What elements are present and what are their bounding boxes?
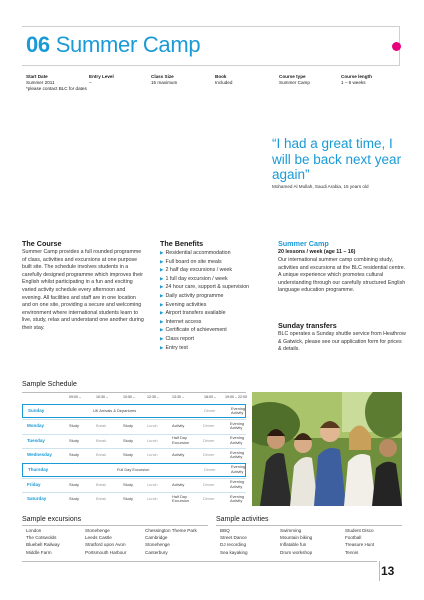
- page-title: [26, 32, 200, 58]
- activity-item: BBQ: [220, 528, 230, 533]
- activities-rule: [216, 525, 402, 526]
- schedule-cell: Evening Activity: [230, 449, 245, 460]
- time-header: 12:30 –: [147, 395, 159, 399]
- activities-title: Sample activities: [216, 516, 269, 523]
- activity-item: Student Disco: [345, 528, 374, 533]
- arrow-icon: ▶: [160, 267, 164, 273]
- arrow-icon: ▶: [160, 344, 164, 350]
- excursion-item: Stonehenge: [145, 542, 170, 548]
- schedule-row-friday: [22, 478, 246, 492]
- course-text: Summer Camp provides a full rounded programme of class, activities and excursions at one purpose built site. The schedule involves students in a carefully designed programme which improves their English whilst participating in a fun and exciting varied activity schedule every afternoon and evening. All facilities and staff are in one location and on one site, providing a secure and welcoming environment where international students learn to live, study, relax and understand one another during their stay.: [22, 249, 144, 331]
- time-header: 10:30 –: [96, 395, 108, 399]
- excursion-item: Bluebell Railway: [26, 542, 60, 548]
- schedule-cell: Lunch: [147, 481, 158, 487]
- schedule-cell: Study: [123, 437, 133, 443]
- benefit-item: ▶ Residential accommodation: [160, 250, 231, 256]
- excursions-column: [145, 527, 197, 556]
- info-label: Start Date: [26, 74, 48, 79]
- footer-tick: [379, 561, 380, 581]
- benefit-item: ▶ Daily activity programme: [160, 292, 224, 299]
- transfers-text: BLC operates a Sunday shuttle service from Heathrow & Gatwick, please see our application form for prices & details.: [278, 331, 406, 353]
- day-label: Wednesday: [27, 452, 52, 457]
- students-photo: [252, 392, 402, 506]
- testimonial-quote: “I had a great time, I will be back next year again”: [272, 136, 402, 182]
- schedule-cell: Evening Activity: [231, 464, 246, 474]
- info-value: Summer 2011: [26, 80, 55, 85]
- arrow-icon: ▶: [160, 335, 164, 341]
- excursions-column: [26, 527, 60, 556]
- info-value: –: [89, 80, 92, 85]
- schedule-cell: UK Arrivals & Departures: [93, 408, 137, 413]
- activity-item: Street Dance: [220, 535, 247, 541]
- pink-dot-icon: [392, 42, 401, 51]
- excursion-item: Portsmouth Harbour: [85, 549, 127, 555]
- day-label: Monday: [27, 423, 45, 428]
- schedule-cell: Dinner: [203, 496, 215, 501]
- schedule-cell: Activity: [172, 481, 185, 487]
- excursions-column: [85, 527, 126, 556]
- info-label: Book: [215, 74, 227, 79]
- schedule-cell: Half Day Excursion: [172, 435, 190, 445]
- schedule-cell: Activity: [172, 452, 185, 457]
- excursion-item: Cambridge: [145, 535, 168, 541]
- info-book: [215, 74, 271, 86]
- activities-column: [345, 527, 374, 556]
- excursion-item: London: [26, 528, 42, 533]
- benefit-item: ▶ Full board on site meals: [160, 258, 222, 265]
- day-label: Saturday: [27, 496, 47, 501]
- activity-item: Sea kayaking: [220, 549, 248, 555]
- info-value: 15 maximum: [151, 80, 178, 85]
- summer-camp-text: Our international summer camp combining study, activities and excursions at the BLC residential centre. A unique experience which promotes cultural understanding through our carefully structured English language education programme.: [278, 257, 406, 294]
- schedule-row-saturday: [22, 492, 246, 506]
- excursion-item: Middle Farm: [26, 549, 52, 555]
- activities-column: [280, 527, 312, 556]
- schedule-cell: Dinner: [204, 466, 216, 472]
- benefit-item: ▶ Airport transfers available: [160, 310, 226, 317]
- schedule-row-monday: [22, 419, 246, 433]
- day-label: Sunday: [28, 408, 45, 413]
- schedule-cell: Break: [96, 437, 107, 443]
- schedule-cell: Full Day Excursion: [117, 466, 150, 472]
- excursion-item: Stratford upon Avon: [85, 542, 126, 548]
- schedule-cell: Dinner: [204, 408, 216, 413]
- arrow-icon: ▶: [160, 258, 164, 264]
- schedule-cell: Study: [123, 423, 133, 428]
- info-class-size: [151, 74, 207, 86]
- transfers-heading: Sunday transfers: [278, 321, 337, 330]
- schedule-row-tuesday: [22, 434, 246, 448]
- info-value: Included: [215, 80, 233, 85]
- schedule-row-thursday: [22, 463, 246, 477]
- schedule-cell: Break: [96, 423, 107, 428]
- time-header: 13:30 –: [172, 395, 184, 399]
- page-number: 13: [381, 564, 395, 578]
- activities-column: [220, 527, 248, 556]
- schedule-cell: Dinner: [203, 437, 215, 443]
- schedule-cell: Study: [123, 496, 133, 501]
- schedule-cell: Evening Activity: [230, 420, 245, 431]
- info-label: Entry Level: [89, 74, 114, 79]
- time-header: 09:00 –: [69, 395, 81, 399]
- schedule-cell: Evening Activity: [231, 405, 246, 416]
- schedule-cell: Evening Activity: [230, 435, 245, 445]
- info-note: *please contact BLC for dates: [26, 86, 87, 91]
- info-course-length: [341, 74, 399, 86]
- schedule-cell: Study: [69, 437, 79, 443]
- schedule-cell: Dinner: [203, 481, 215, 487]
- schedule-table: [22, 392, 246, 506]
- arrow-icon: ▶: [160, 292, 164, 298]
- info-value: Summer Camp: [279, 80, 310, 85]
- day-label: Tuesday: [27, 437, 45, 443]
- schedule-row-wednesday: [22, 448, 246, 462]
- schedule-cell: Half Day Excursion: [172, 493, 190, 504]
- excursion-item: Chessington Theme Park: [145, 528, 197, 533]
- excursion-item: The Cotswolds: [26, 535, 57, 541]
- schedule-cell: Activity: [172, 423, 185, 428]
- schedule-cell: Lunch: [147, 452, 158, 457]
- excursion-item: Leeds Castle: [85, 535, 112, 541]
- info-label: Course length: [341, 74, 372, 79]
- excursions-rule: [22, 525, 208, 526]
- schedule-cell: Study: [123, 481, 133, 487]
- testimonial-attribution: Mohamed Al Mullah, Saudi Arabia, 15 years old: [272, 184, 369, 189]
- info-label: Course type: [279, 74, 306, 79]
- time-header: 18:00 –: [204, 395, 216, 399]
- benefit-item: ▶ 2 half day excursions / week: [160, 267, 233, 274]
- schedule-cell: Break: [96, 481, 107, 487]
- info-start-date: [26, 74, 88, 92]
- summer-camp-subheading: 20 lessons / week (age 11 – 16): [278, 249, 356, 255]
- schedule-title: Sample Schedule: [22, 381, 77, 388]
- arrow-icon: ▶: [160, 327, 164, 333]
- info-entry-level: [89, 74, 145, 86]
- schedule-cell: Study: [123, 452, 133, 457]
- excursion-item: Canterbury: [145, 549, 168, 555]
- schedule-cell: Study: [69, 423, 79, 428]
- excursion-item: Stonehenge: [85, 528, 110, 533]
- schedule-cell: Dinner: [203, 452, 215, 457]
- info-label: Class Size: [151, 74, 174, 79]
- excursions-title: Sample excursions: [22, 516, 82, 523]
- arrow-icon: ▶: [160, 301, 164, 307]
- arrow-icon: ▶: [160, 318, 164, 324]
- activity-item: Mountain biking: [280, 535, 313, 541]
- activity-item: DJ recording: [220, 542, 247, 548]
- day-label: Thursday: [28, 466, 49, 472]
- benefit-item: ▶ 24 hour care, support & supervision: [160, 284, 250, 291]
- schedule-cell: Study: [69, 452, 79, 457]
- benefit-item: ▶ Certificate of achievement: [160, 327, 227, 334]
- schedule-cell: Study: [69, 481, 79, 487]
- benefit-item: ▶ Class report: [160, 335, 195, 342]
- section-title: Summer Camp: [55, 32, 201, 57]
- activity-item: Treasure Hunt: [345, 542, 375, 548]
- time-header: 19:00 – 22:00: [225, 395, 247, 399]
- schedule-cell: Lunch: [147, 437, 158, 443]
- schedule-cell: Lunch: [147, 496, 158, 501]
- schedule-cell: Break: [96, 452, 107, 457]
- schedule-cell: Lunch: [147, 423, 158, 428]
- activity-item: Swimming: [280, 528, 302, 533]
- arrow-icon: ▶: [160, 284, 164, 290]
- time-header: 10:50 –: [123, 395, 135, 399]
- day-label: Friday: [27, 481, 41, 487]
- arrow-icon: ▶: [160, 250, 164, 255]
- activity-item: Inflatable fun: [280, 542, 307, 548]
- activity-item: Drum workshop: [280, 549, 313, 555]
- activity-item: Football: [345, 535, 362, 541]
- benefits-heading: The Benefits: [160, 239, 204, 248]
- info-value: 1 – 6 weeks: [341, 80, 366, 85]
- schedule-cell: Study: [69, 496, 79, 501]
- summer-camp-heading: Summer Camp: [278, 239, 329, 248]
- info-course-type: [279, 74, 337, 86]
- schedule-cell: Evening Activity: [230, 479, 245, 489]
- schedule-row-sunday: [22, 404, 246, 418]
- benefit-item: ▶ 1 full day excursion / week: [160, 275, 228, 282]
- benefit-item: ▶ Entry test: [160, 344, 188, 351]
- benefit-item: ▶ Internet access: [160, 318, 202, 325]
- benefit-item: ▶ Evening activities: [160, 301, 207, 308]
- footer-rule: [22, 561, 377, 562]
- course-heading: The Course: [22, 239, 62, 248]
- benefits-list: [160, 249, 249, 352]
- schedule-cell: Evening Activity: [230, 493, 245, 504]
- arrow-icon: ▶: [160, 310, 164, 316]
- arrow-icon: ▶: [160, 275, 164, 281]
- schedule-cell: Dinner: [203, 423, 215, 428]
- section-number: 06: [26, 32, 50, 57]
- activity-item: Tennis: [345, 549, 359, 555]
- schedule-cell: Break: [96, 496, 107, 501]
